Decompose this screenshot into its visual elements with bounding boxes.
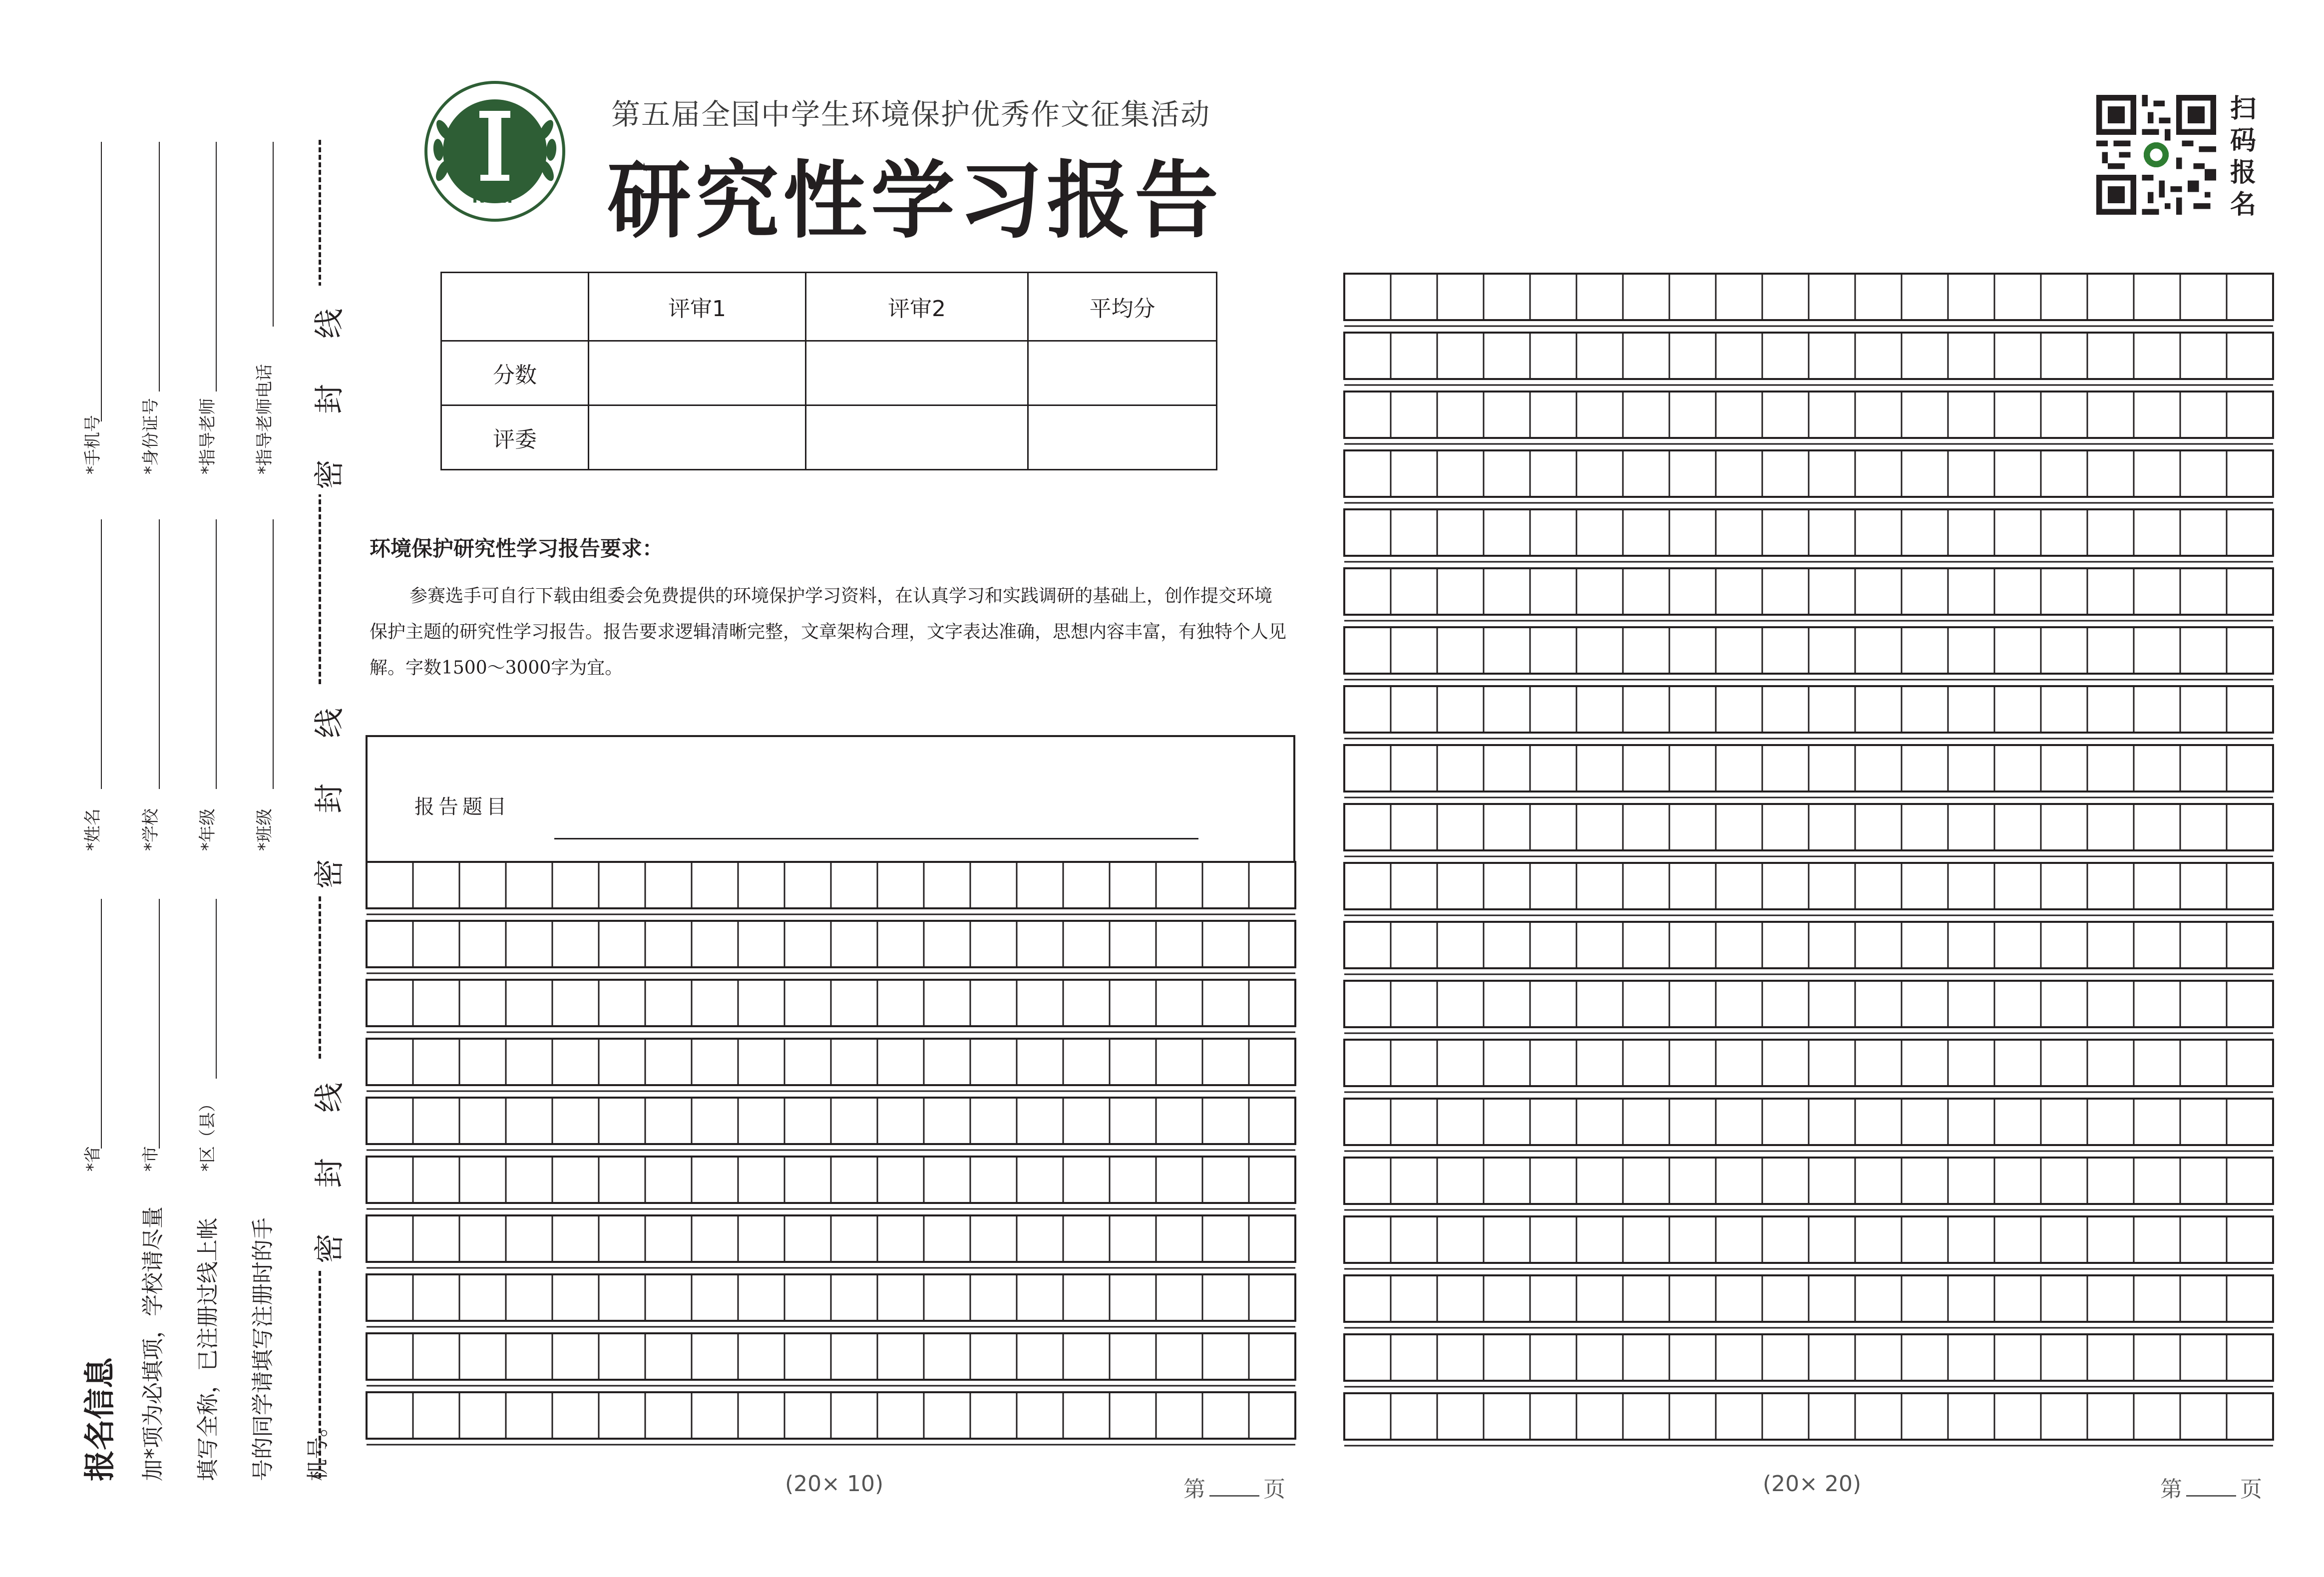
left-page-blank[interactable] bbox=[1209, 1477, 1259, 1497]
class-label: *班级 bbox=[255, 808, 275, 851]
left-grid-size-label: (20× 10) bbox=[785, 1471, 884, 1497]
name-field[interactable] bbox=[101, 519, 102, 789]
left-page-suffix: 页 bbox=[1263, 1477, 1285, 1502]
district-label: *区（县） bbox=[198, 1095, 218, 1172]
topic-label: 报告题目 bbox=[414, 795, 510, 818]
requirements-title: 环境保护研究性学习报告要求： bbox=[370, 536, 664, 561]
right-page-blank[interactable] bbox=[2186, 1477, 2236, 1497]
score-header-reviewer-1: 评审1 bbox=[589, 273, 806, 341]
rcef-logo bbox=[423, 80, 566, 223]
event-subtitle: 第五届全国中学生环境保护优秀作文征集活动 bbox=[611, 97, 1211, 131]
judge-row bbox=[441, 405, 1217, 470]
score-cell[interactable] bbox=[1028, 341, 1217, 405]
seal-label-2: 密 封 线 bbox=[306, 685, 349, 894]
left-page-prefix: 第 bbox=[1183, 1477, 1205, 1502]
seal-label-1: 密 封 线 bbox=[306, 286, 349, 494]
phone-label: *手机号 bbox=[83, 415, 103, 474]
topic-input-line[interactable] bbox=[554, 838, 1198, 839]
teacher-phone-label: *指导老师电话 bbox=[255, 364, 275, 474]
right-writing-grid[interactable] bbox=[1343, 273, 2274, 1453]
score-cell[interactable] bbox=[806, 341, 1028, 405]
score-header-average: 平均分 bbox=[1028, 273, 1217, 341]
right-grid-size-label: (20× 20) bbox=[1763, 1471, 1862, 1497]
id-number-label: *身份证号 bbox=[141, 398, 161, 474]
name-label: *姓名 bbox=[83, 808, 103, 851]
district-field[interactable] bbox=[216, 899, 217, 1079]
right-page-suffix: 页 bbox=[2240, 1477, 2262, 1502]
score-header-empty bbox=[441, 273, 589, 341]
note-line-2: 填写全称，已注册过线上帐 bbox=[195, 1217, 221, 1481]
note-line-3: 号的同学请填写注册时的手 bbox=[250, 1217, 276, 1481]
teacher-field[interactable] bbox=[216, 142, 217, 392]
id-number-field[interactable] bbox=[159, 142, 160, 392]
province-field[interactable] bbox=[101, 899, 102, 1149]
judge-row-label: 评委 bbox=[441, 405, 589, 470]
left-page-number bbox=[1183, 1471, 1285, 1503]
grade-label: *年级 bbox=[198, 808, 218, 851]
note-line-4: 机号。 bbox=[305, 1415, 331, 1481]
judge-cell[interactable] bbox=[589, 405, 806, 470]
city-field[interactable] bbox=[159, 899, 160, 1149]
class-field[interactable] bbox=[273, 519, 274, 789]
section-title: 报名信息 bbox=[81, 1357, 118, 1481]
judge-cell[interactable] bbox=[1028, 405, 1217, 470]
grid-svg[interactable] bbox=[366, 861, 1296, 1452]
score-header-reviewer-2: 评审2 bbox=[806, 273, 1028, 341]
score-cell[interactable] bbox=[589, 341, 806, 405]
school-field[interactable] bbox=[159, 519, 160, 789]
grade-field[interactable] bbox=[216, 519, 217, 789]
score-row-label: 分数 bbox=[441, 341, 589, 405]
score-table-header bbox=[441, 273, 1217, 341]
province-label: *省 bbox=[83, 1146, 103, 1172]
scan-to-register-label: 扫码报名 bbox=[2230, 93, 2257, 220]
teacher-phone-field[interactable] bbox=[273, 142, 274, 327]
city-label: *市 bbox=[141, 1146, 161, 1172]
page-title: 研究性学习报告 bbox=[607, 151, 1222, 250]
left-writing-grid[interactable] bbox=[366, 861, 1296, 1452]
grid-svg[interactable] bbox=[1343, 273, 2274, 1453]
note-line-1: 加*项为必填项，学校请尽量 bbox=[140, 1206, 166, 1481]
phone-field[interactable] bbox=[101, 142, 102, 421]
requirements-body: 参赛选手可自行下载由组委会免费提供的环境保护学习资料，在认真学习和实践调研的基础上，创作提交环境保护主题的研究性学习报告。报告要求逻辑清晰完整，文章架构合理，文字表达准确，思想内容丰富，有独特个人见解。字数1500～3000字为宜。 bbox=[370, 586, 1287, 678]
right-page-number bbox=[2160, 1471, 2262, 1503]
qr-code-icon bbox=[2093, 95, 2219, 215]
seal-label-3: 密 封 线 bbox=[306, 1060, 349, 1268]
right-page-prefix: 第 bbox=[2160, 1477, 2182, 1502]
judge-cell[interactable] bbox=[806, 405, 1028, 470]
svg-text:RCEF: RCEF bbox=[472, 188, 518, 207]
school-label: *学校 bbox=[141, 808, 161, 851]
score-table bbox=[440, 272, 1217, 470]
teacher-label: *指导老师 bbox=[198, 398, 218, 474]
score-row bbox=[441, 341, 1217, 405]
